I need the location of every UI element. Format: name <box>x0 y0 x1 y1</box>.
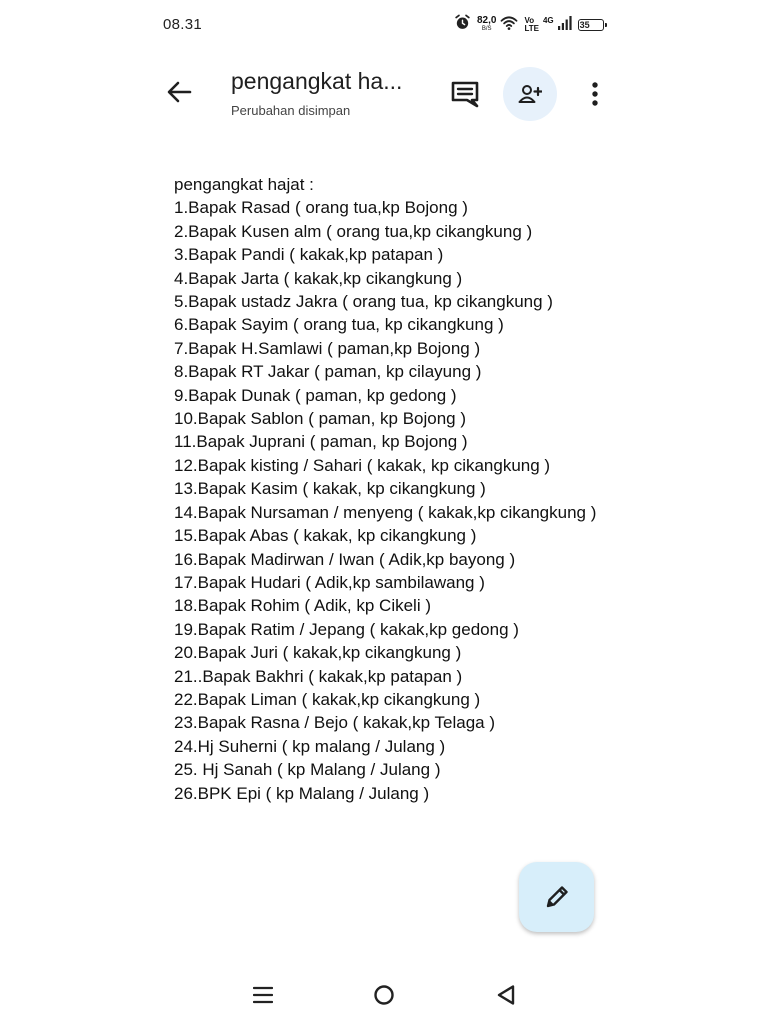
document-line: 22.Bapak Liman ( kakak,kp cikangkung ) <box>174 689 481 709</box>
battery-icon <box>578 19 604 31</box>
more-vert-icon <box>591 81 599 107</box>
document-line: 26.BPK Epi ( kp Malang / Julang ) <box>174 783 430 803</box>
document-line: 2.Bapak Kusen alm ( orang tua,kp cikangkung ) <box>174 221 533 241</box>
person-add-icon <box>518 84 542 104</box>
back-button[interactable] <box>160 74 198 110</box>
pencil-icon <box>544 884 570 910</box>
document-line: 24.Hj Suherni ( kp malang / Julang ) <box>174 736 446 756</box>
document-line: 15.Bapak Abas ( kakak, kp cikangkung ) <box>174 526 477 546</box>
document-line: 16.Bapak Madirwan / Iwan ( Adik,kp bayong ) <box>174 549 516 569</box>
document-line: 13.Bapak Kasim ( kakak, kp cikangkung ) <box>174 479 486 499</box>
document-line: 18.Bapak Rohim ( Adik, kp Cikeli ) <box>174 596 431 616</box>
navigation-bar <box>0 970 768 1020</box>
network-speed-value: 82,0 <box>477 15 497 26</box>
document-line: 1.Bapak Rasad ( orang tua,kp Bojong ) <box>174 198 468 218</box>
network-speed <box>477 17 496 33</box>
document-line: 10.Bapak Sablon ( paman, kp Bojong ) <box>174 409 467 429</box>
signal-icon <box>558 16 572 35</box>
document-line: 17.Bapak Hudari ( Adik,kp sambilawang ) <box>174 572 485 592</box>
nav-recents-button[interactable] <box>247 980 279 1010</box>
document-line: 25. Hj Sanah ( kp Malang / Julang ) <box>174 760 441 780</box>
document-line: 6.Bapak Sayim ( orang tua, kp cikangkung ) <box>174 315 504 335</box>
edit-button[interactable] <box>519 862 594 932</box>
volte-indicator <box>524 17 539 33</box>
arrow-back-icon <box>166 80 192 104</box>
document-line: 3.Bapak Pandi ( kakak,kp patapan ) <box>174 245 444 265</box>
more-options-button[interactable] <box>578 74 612 114</box>
wifi-icon <box>500 15 518 36</box>
document-line: 23.Bapak Rasna / Bejo ( kakak,kp Telaga ) <box>174 713 495 733</box>
status-time: 08.31 <box>163 16 203 33</box>
document-line: 4.Bapak Jarta ( kakak,kp cikangkung ) <box>174 268 463 288</box>
document-line: pengangkat hajat : <box>174 175 314 194</box>
document-line: 9.Bapak Dunak ( paman, kp gedong ) <box>174 385 457 405</box>
document-line: 8.Bapak RT Jakar ( paman, kp cilayung ) <box>174 362 482 382</box>
document-body[interactable] <box>174 173 614 805</box>
volte-top: Vo <box>524 16 535 25</box>
document-line: 21..Bapak Bakhri ( kakak,kp patapan ) <box>174 666 463 686</box>
document-line: 5.Bapak ustadz Jakra ( orang tua, kp cikangkung ) <box>174 292 553 312</box>
battery-level: 35 <box>579 20 590 30</box>
triangle-back-icon <box>496 984 516 1006</box>
document-line: 11.Bapak Juprani ( paman, kp Bojong ) <box>174 432 468 452</box>
document-line: 14.Bapak Nursaman / menyeng ( kakak,kp cikangkung ) <box>174 502 597 522</box>
share-button[interactable] <box>503 67 557 121</box>
status-bar <box>0 0 768 50</box>
comment-button[interactable] <box>445 74 485 114</box>
nav-back-button[interactable] <box>490 980 522 1010</box>
document-line: 20.Bapak Juri ( kakak,kp cikangkung ) <box>174 643 462 663</box>
document-line: 19.Bapak Ratim / Jepang ( kakak,kp gedong ) <box>174 619 519 639</box>
volte-bottom: LTE <box>524 24 539 33</box>
menu-icon <box>253 986 273 1004</box>
document-line: 7.Bapak H.Samlawi ( paman,kp Bojong ) <box>174 338 481 358</box>
document-title[interactable]: pengangkat ha... <box>231 68 403 94</box>
network-speed-unit: B/S <box>481 26 492 32</box>
alarm-icon <box>454 14 471 36</box>
document-line: 12.Bapak kisting / Sahari ( kakak, kp cikangkung ) <box>174 455 551 475</box>
comment-icon <box>450 80 480 108</box>
nav-home-button[interactable] <box>368 980 400 1010</box>
network-type: 4G <box>542 16 554 25</box>
status-icons <box>454 14 604 36</box>
save-status: Perubahan disimpan <box>231 103 351 118</box>
home-circle-icon <box>373 984 395 1006</box>
app-bar <box>0 60 768 124</box>
